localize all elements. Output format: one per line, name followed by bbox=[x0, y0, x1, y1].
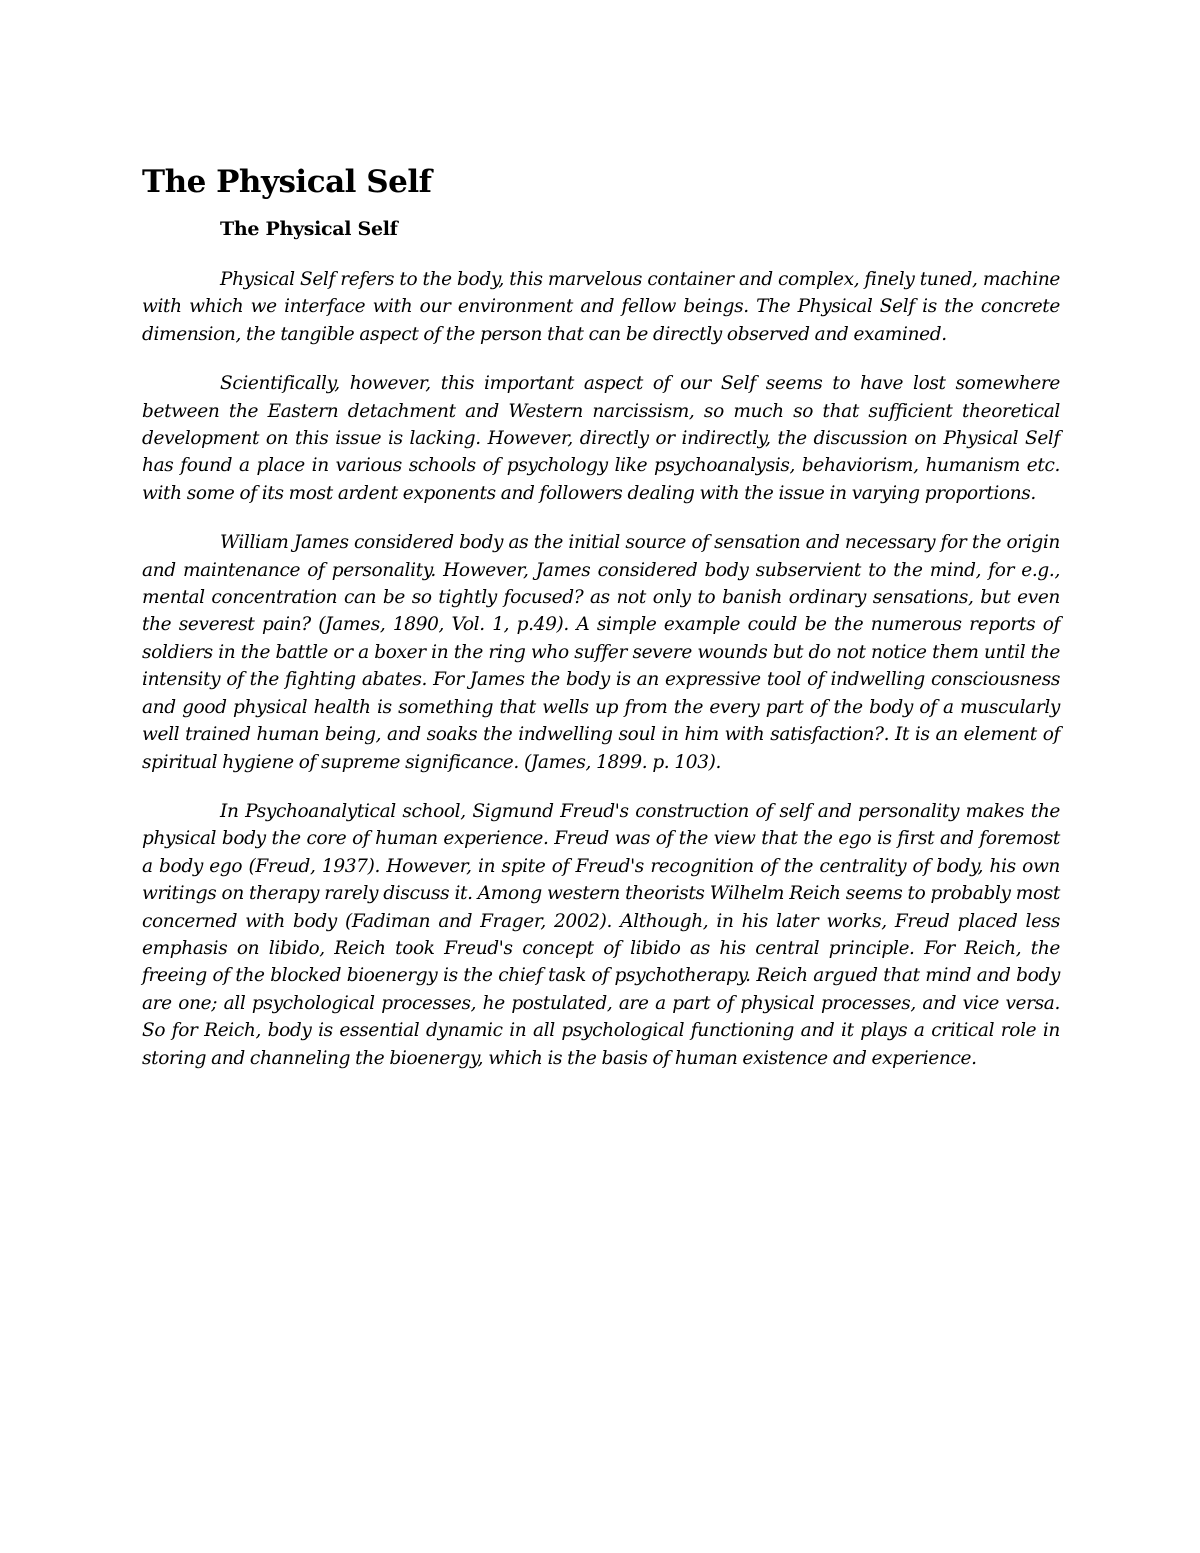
document-page bbox=[142, 160, 1060, 1094]
paragraph-3: William James considered body as the initial source of sensation and necessary for the origin and maintenance of personality. However, James considered body subservient to the mind, for e.g., mental concentration can be so tightly focused? as not only to banish ordinary sensations, but even the severest pain? (James, 1890, Vol. 1, p.49). A simple example could be the numerous reports of soldiers in the battle or a boxer in the ring who suffer severe wounds but do not notice them until the intensity of the fighting abates. For James the body is an expressive tool of indwelling consciousness and good physical health is something that wells up from the every part of the body of a muscularly well trained human being, and soaks the indwelling soul in him with satisfaction?. It is an element of spiritual hygiene of supreme significance. (James, 1899. p. 103). bbox=[142, 532, 1060, 773]
paragraph-1: Physical Self refers to the body, this marvelous container and complex, finely tuned, machine with which we interface with our environment and fellow beings. The Physical Self is the concrete dimension, the tangible aspect of the person that can be directly observed and examined. bbox=[142, 269, 1060, 345]
document-title: The Physical Self bbox=[142, 164, 432, 200]
section-heading: The Physical Self bbox=[220, 218, 398, 240]
paragraph-2: Scientifically, however, this important aspect of our Self seems to have lost somewhere between the Eastern detachment and Western narcissism, so much so that sufficient theoretical development on this issue is lacking. However, directly or indirectly, the discussion on Physical Self has found a place in various schools of psychology like psychoanalysis, behaviorism, humanism etc. with some of its most ardent exponents and followers dealing with the issue in varying proportions. bbox=[142, 373, 1060, 504]
paragraph-4: In Psychoanalytical school, Sigmund Freud's construction of self and personality makes the physical body the core of human experience. Freud was of the view that the ego is first and foremost a body ego (Freud, 1937). However, in spite of Freud's recognition of the centrality of body, his own writings on therapy rarely discuss it. Among western theorists Wilhelm Reich seems to probably most concerned with body (Fadiman and Frager, 2002). Although, in his later works, Freud placed less emphasis on libido, Reich took Freud's concept of libido as his central principle. For Reich, the freeing of the blocked bioenergy is the chief task of psychotherapy. Reich argued that mind and body are one; all psychological processes, he postulated, are a part of physical processes, and vice versa. So for Reich, body is essential dynamic in all psychological functioning and it plays a critical role in storing and channeling the bioenergy, which is the basis of human existence and experience. bbox=[142, 800, 1060, 1069]
